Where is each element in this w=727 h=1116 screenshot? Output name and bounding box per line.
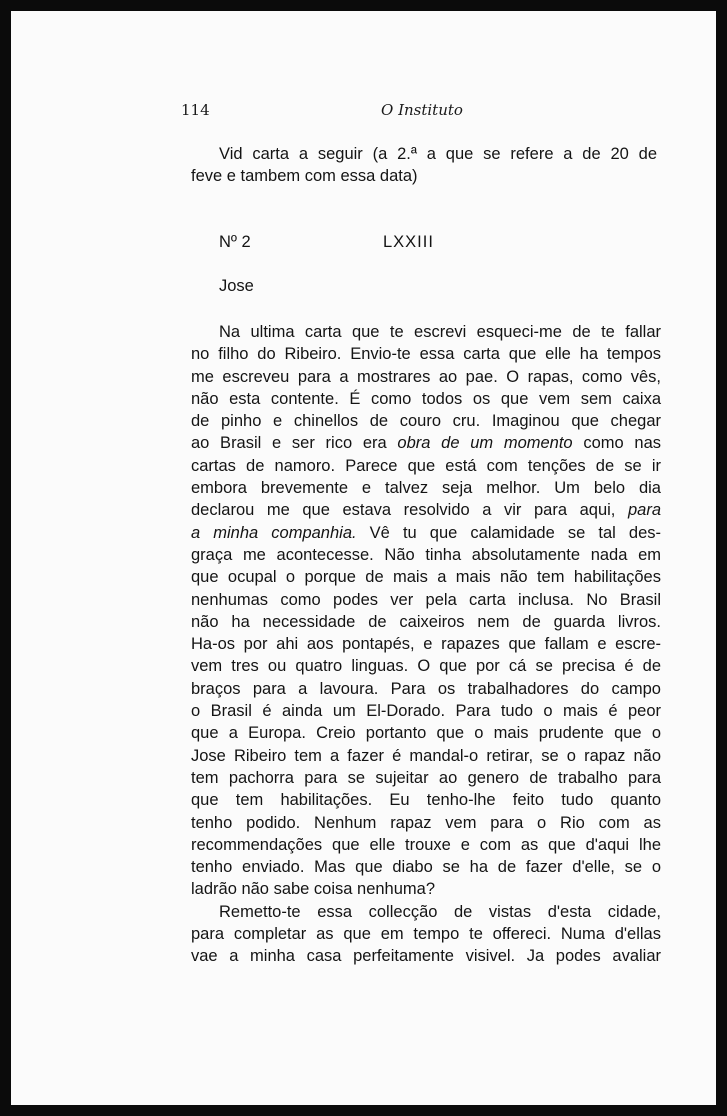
text-line: tem pachorra para se sujeitar ao genero de trabalho para [191,768,661,787]
letter-body [191,321,661,968]
text-line: tenho enviado. Mas que diabo se ha de fazer d'elle, se o [191,858,661,877]
text-segment: declarou me que estava resolvido a vir para aqui, [191,501,628,520]
text-segment: como nas [572,434,661,453]
text-line [191,432,661,454]
text-line: vem tres ou quatro linguas. O que por cá se precisa é de [191,657,661,676]
text-line: o Brasil é ainda um El-Dorado. Para tudo o mais é peor [191,702,661,721]
page-number: 114 [181,101,210,119]
text-segment: Vê tu que calamidade se tal des- [356,523,661,542]
text-line: Ha-os por ahi aos pontapés, e rapazes que fallam e escre- [191,635,661,654]
text-line: braços para a lavoura. Para os trabalhadores do campo [191,679,661,698]
italic-phrase: a minha companhia. [191,523,357,542]
text-line: Remetto-te essa collecção de vistas d'esta cidade, [219,902,661,921]
italic-phrase: para [627,501,661,520]
text-line: que ocupal o porque de mais a mais não tem habilitações [191,568,661,587]
page-header [181,101,641,127]
letter-number: Nº 2 [219,233,251,251]
text-line: de pinho e chinellos de couro cru. Imaginou que chegar [191,412,661,431]
text-line: vae a minha casa perfeitamente visivel. Ja podes avaliar [191,947,661,966]
running-title: O Instituto [381,101,463,119]
text-line: ladrão não sabe coisa nenhuma? [191,880,436,899]
text-line: não ha necessidade de caixeiros nem de guarda livros. [191,612,661,631]
text-line [191,499,661,521]
text-line: que a Europa. Creio portanto que o mais prudente que o [191,724,661,743]
book-page [11,11,716,1105]
text-line: que tem habilitações. Eu tenho-lhe feito tudo quanto [191,791,661,810]
text-line: Vid carta a seguir (a 2.ª a que se refere a de 20 de [219,145,657,163]
text-line: nenhumas como podes ver pela carta inclusa. No Brasil [191,590,661,609]
intro-paragraph [191,143,657,188]
italic-phrase: obra de um momento [397,434,573,453]
text-line: no filho do Ribeiro. Envio-te essa carta que elle ha tempos [191,345,661,364]
text-line: cartas de namoro. Parece que está com tenções de se ir [191,456,661,475]
text-line: Jose Ribeiro tem a fazer é mandal-o retirar, se o rapaz não [191,746,661,765]
text-line [191,522,661,544]
text-line: Na ultima carta que te escrevi esqueci-me de te fallar [219,323,661,341]
letter-heading [219,233,659,257]
text-line: para completar as que em tempo te offereci. Numa d'ellas [191,925,661,944]
text-line: feve e tambem com essa data) [191,167,418,186]
text-line: tenho podido. Nenhum rapaz vem para o Rio com as [191,813,661,832]
text-segment: ao Brasil e ser rico era [191,434,398,453]
text-line: me escreveu para a mostrares ao pae. O rapas, como vês, [191,367,661,386]
text-line: recommendações que elle trouxe e com as que d'aqui lhe [191,835,661,854]
text-line: embora brevemente e talvez seja melhor. Um belo dia [191,479,661,498]
text-line: não esta contente. É como todos os que vem sem caixa [191,389,661,408]
text-line: graça me acontecesse. Não tinha absolutamente nada em [191,545,661,564]
letter-salutation: Jose [219,277,254,295]
letter-roman-numeral: LXXIII [383,233,434,251]
